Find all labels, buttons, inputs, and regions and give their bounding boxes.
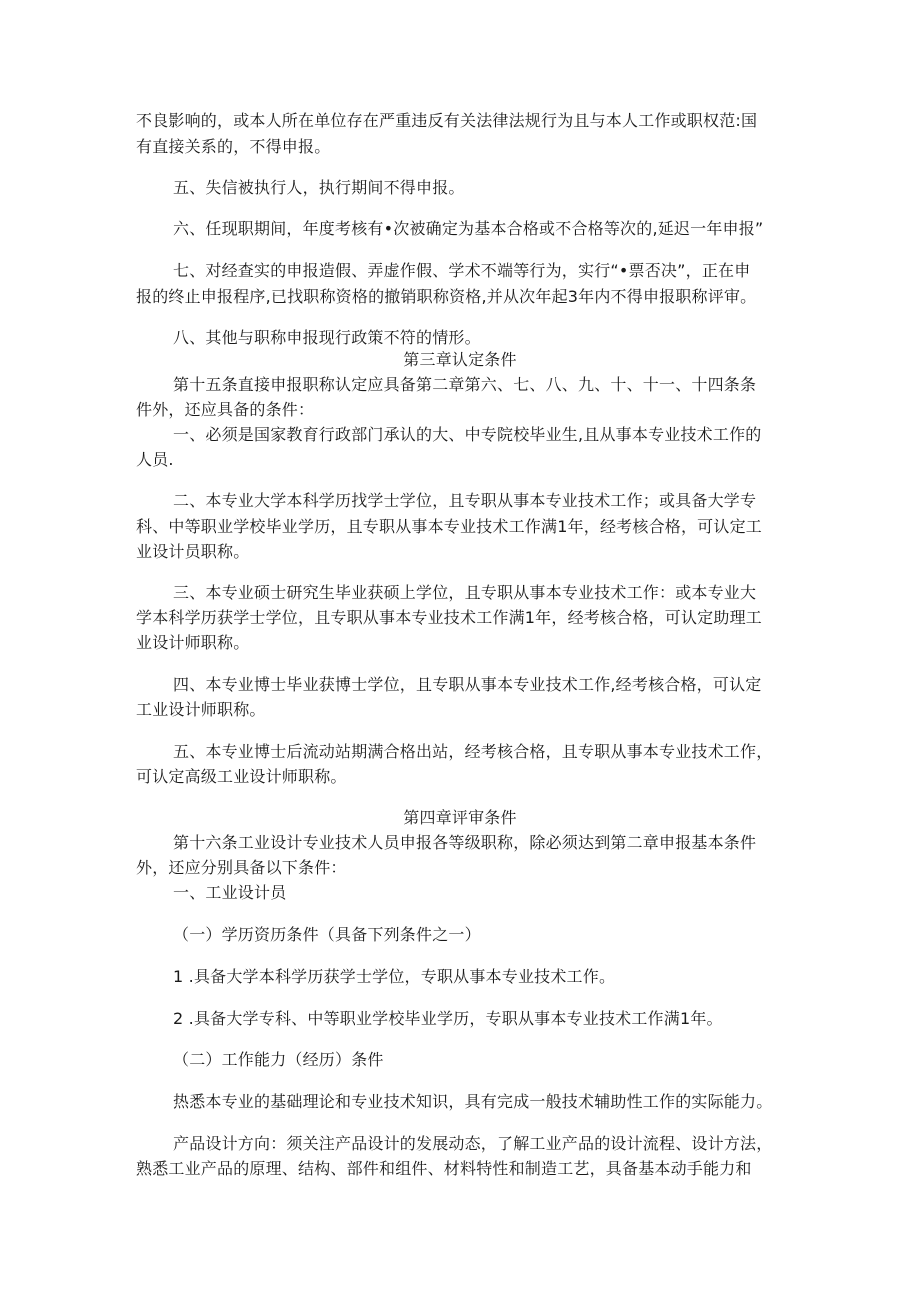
text-line: （二）工作能力（经历）条件 xyxy=(173,1050,384,1069)
text-line: 六、任现职期间，年度考核有•次被确定为基本合格或不合格等次的,延迟一年申报” xyxy=(173,219,764,238)
text-line: 可认定高级工业设计师职称。 xyxy=(136,767,347,786)
text-line: 第十五条直接申报职称认定应具备第二章第六、七、八、九、十、十一、十四条条 xyxy=(173,375,757,394)
text-line: 学本科学历获学士学位，且专职从事本专业技术工作满1年，经考核合格，可认定助理工 xyxy=(136,608,762,627)
text-line: 二、本专业大学本科学历找学士学位，且专职从事本专业技术工作；或具备大学专 xyxy=(173,491,757,510)
text-line: 业设计师职称。 xyxy=(136,633,250,652)
text-line: 人员. xyxy=(136,450,174,469)
chapter-heading: 第三章认定条件 xyxy=(403,350,517,369)
text-line: 五、失信被执行人，执行期间不得申报。 xyxy=(173,178,465,197)
text-line: 外，还应分别具备以下条件： xyxy=(136,858,347,877)
text-line: 七、对经查实的申报造假、弄虚作假、学术不端等行为，实行“•票否决”，正在申 xyxy=(173,261,751,280)
text-line: 第十六条工业设计专业技术人员申报各等级职称，除必须达到第二章申报基本条件 xyxy=(173,833,757,852)
text-line: 不良影响的，或本人所在单位存在严重违反有关法律法规行为且与本人工作或职权范:国 xyxy=(136,111,758,130)
text-line: 业设计员职称。 xyxy=(136,542,250,561)
text-line: 产品设计方向：须关注产品设计的发展动态，了解工业产品的设计流程、设计方法， xyxy=(173,1134,773,1153)
text-line: 科、中等职业学校毕业学历，且专职从事本专业技术工作满1年，经考核合格，可认定工 xyxy=(136,517,762,536)
text-line: 工业设计师职称。 xyxy=(136,700,266,719)
text-line: 报的终止申报程序,已找职称资格的撤销职称资格,并从次年起3年内不得申报职称评审。 xyxy=(136,287,757,306)
text-line: 熟悉工业产品的原理、结构、部件和组件、材料特性和制造工艺，具备基本动手能力和 xyxy=(136,1159,752,1178)
text-line: 一、必须是国家教育行政部门承认的大、中专院校毕业生,且从事本专业技术工作的 xyxy=(173,425,762,444)
text-line: （一）学历资历条件（具备下列条件之一） xyxy=(173,925,481,944)
chapter-heading: 第四章评审条件 xyxy=(403,808,517,827)
text-line: 三、本专业硕士研究生毕业获硕上学位，且专职从事本专业技术工作：或本专业大 xyxy=(173,583,757,602)
text-line: 热悉本专业的基础理论和专业技术知识，具有完成一般技术辅助性工作的实际能力。 xyxy=(173,1092,773,1111)
text-line: 五、本专业博士后流动站期满合格出站，经考核合格，且专职从事本专业技术工作， xyxy=(173,742,773,761)
text-line: 一、工业设计员 xyxy=(173,883,287,902)
text-line: 四、本专业博士毕业获博士学位，且专职从事本专业技术工作,经考核合格，可认定 xyxy=(173,675,762,694)
text-line: 八、其他与职称申报现行政策不符的情形。 xyxy=(173,328,481,347)
text-line: 有直接关系的，不得申报。 xyxy=(136,137,331,156)
text-line: 2 .具备大学专科、中等职业学校毕业学历，专职从事本专业技术工作满1年。 xyxy=(173,1009,723,1028)
text-line: 件外，还应具备的条件： xyxy=(136,400,315,419)
text-line: 1 .具备大学本科学历获学士学位，专职从事本专业技术工作。 xyxy=(173,967,616,986)
